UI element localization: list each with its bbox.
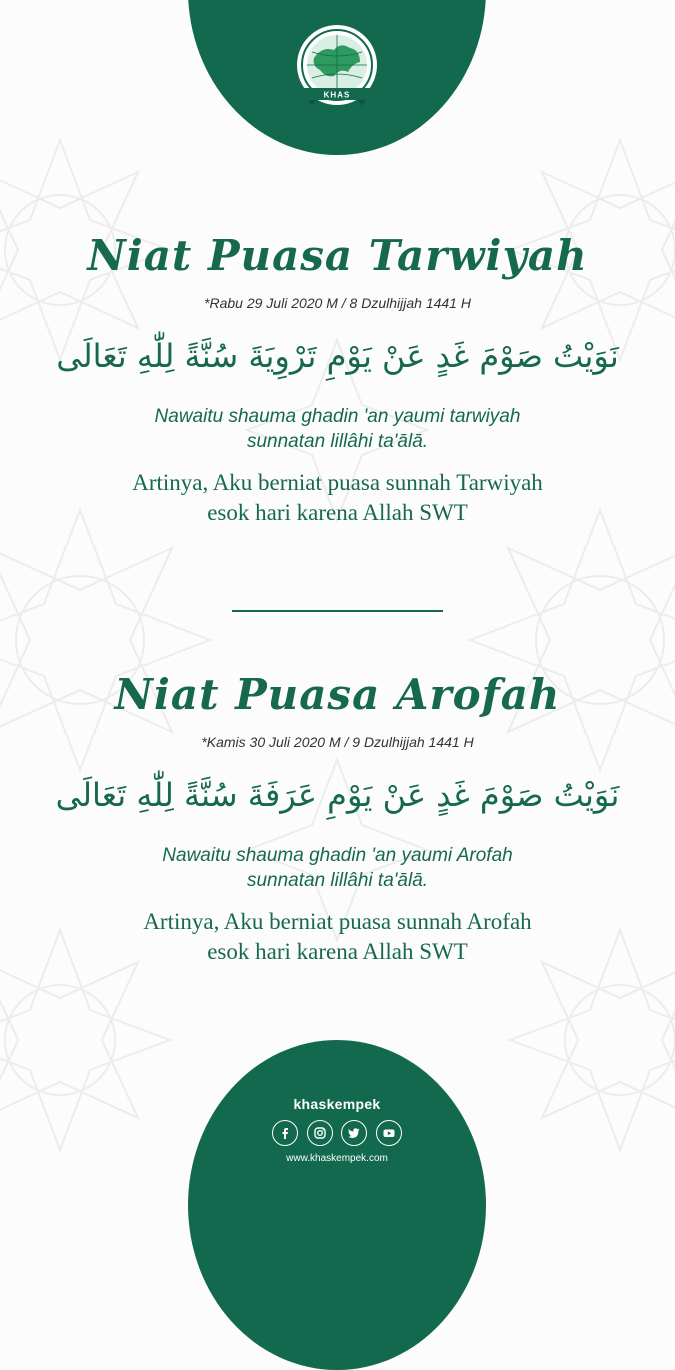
translation-line: esok hari karena Allah SWT bbox=[207, 939, 468, 964]
latin-line: Nawaitu shauma ghadin 'an yaumi tarwiyah bbox=[154, 406, 521, 427]
section-date: *Rabu 29 Juli 2020 M / 8 Dzulhijjah 1441 H bbox=[204, 295, 471, 311]
arabic-intention: نَوَيْتُ صَوْمَ غَدٍ عَنْ يَوْمِ عَرَفَةَ سُنَّةً لِلّٰهِ تَعَالَى bbox=[55, 776, 620, 814]
translation-line: esok hari karena Allah SWT bbox=[207, 500, 468, 525]
translation-line: Artinya, Aku berniat puasa sunnah Tarwiyah bbox=[132, 470, 543, 495]
section-title: Niat Puasa Tarwiyah bbox=[87, 231, 588, 280]
section-arofah bbox=[0, 667, 675, 967]
website-url[interactable]: www.khaskempek.com bbox=[286, 1153, 388, 1164]
youtube-icon[interactable] bbox=[376, 1120, 402, 1146]
translation bbox=[0, 907, 675, 967]
logo-text: KHAS bbox=[323, 90, 351, 100]
arabic-intention: نَوَيْتُ صَوْمَ غَدٍ عَنْ يَوْمِ تَرْوِيَةَ سُنَّةً لِلّٰهِ تَعَالَى bbox=[56, 337, 619, 375]
khas-logo bbox=[290, 20, 384, 114]
latin-line: sunnatan lillâhi ta'ālā. bbox=[246, 431, 429, 452]
twitter-icon[interactable] bbox=[341, 1120, 367, 1146]
translation-line: Artinya, Aku berniat puasa sunnah Arofah bbox=[143, 909, 532, 934]
section-tarwiyah bbox=[0, 228, 675, 528]
section-title: Niat Puasa Arofah bbox=[114, 670, 561, 719]
facebook-icon[interactable] bbox=[272, 1120, 298, 1146]
latin-transliteration bbox=[0, 404, 675, 454]
social-links bbox=[272, 1120, 402, 1148]
translation bbox=[0, 468, 675, 528]
footer-circle bbox=[188, 1040, 486, 1370]
latin-transliteration bbox=[0, 843, 675, 893]
latin-line: sunnatan lillâhi ta'ālā. bbox=[246, 870, 429, 891]
latin-line: Nawaitu shauma ghadin 'an yaumi Arofah bbox=[162, 845, 513, 866]
instagram-icon[interactable] bbox=[307, 1120, 333, 1146]
section-divider bbox=[232, 610, 443, 612]
footer-brand: khaskempek bbox=[293, 1096, 381, 1112]
section-date: *Kamis 30 Juli 2020 M / 9 Dzulhijjah 1441 H bbox=[201, 734, 474, 750]
